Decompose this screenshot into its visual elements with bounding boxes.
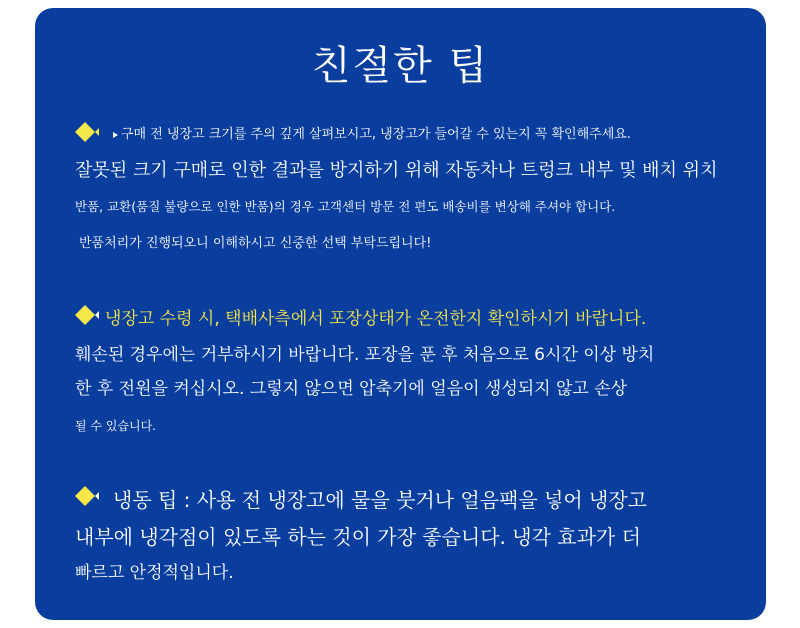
page-title: 친절한 팁 (311, 43, 490, 89)
tip1-line2: 잘못된 크기 구매로 인한 결과를 방지하기 위해 자동차나 트렁크 내부 및 배치 위치 (75, 160, 718, 181)
tip1-line1-text: 구매 전 냉장고 크기를 주의 깊게 살펴보시고, 냉장고가 들어갈 수 있는지 꼭 확인해주세요. (121, 127, 631, 142)
tip1-line1 (113, 123, 631, 142)
tip3-line2: 내부에 냉각점이 있도록 하는 것이 가장 좋습니다. 냉각 효과가 더 (75, 525, 641, 549)
tip3-line1: 냉동 팁 : 사용 전 냉장고에 물을 붓거나 얼음팩을 넣어 냉장고 (113, 488, 647, 512)
tip2-line3: 한 후 전원을 켜십시오. 그렇지 않으면 압축기에 얼음이 생성되지 않고 손상 (75, 379, 628, 399)
yellow-diamond-arrow-icon (75, 305, 103, 325)
small-triangle-icon (113, 132, 118, 138)
yellow-diamond-arrow-icon (75, 122, 103, 142)
tip2-line2: 훼손된 경우에는 거부하시기 바랍니다. 포장을 푼 후 처음으로 6시간 이상 방치 (75, 345, 655, 365)
yellow-diamond-arrow-icon (75, 486, 103, 506)
tips-panel (35, 8, 766, 620)
tip2-line1: 냉장고 수령 시, 택배사측에서 포장상태가 온전한지 확인하시기 바랍니다. (105, 309, 647, 329)
tip2-line4: 될 수 있습니다. (75, 419, 156, 433)
tip3-line3: 빠르고 안정적입니다. (75, 563, 234, 583)
tip1-line3: 반품, 교환(품질 불량으로 인한 반품)의 경우 고객센터 방문 전 편도 배송비를 변상해 주셔야 합니다. (75, 199, 616, 214)
tip1-line4: 반품처리가 진행되오니 이해하시고 신중한 선택 부탁드립니다! (79, 236, 432, 251)
